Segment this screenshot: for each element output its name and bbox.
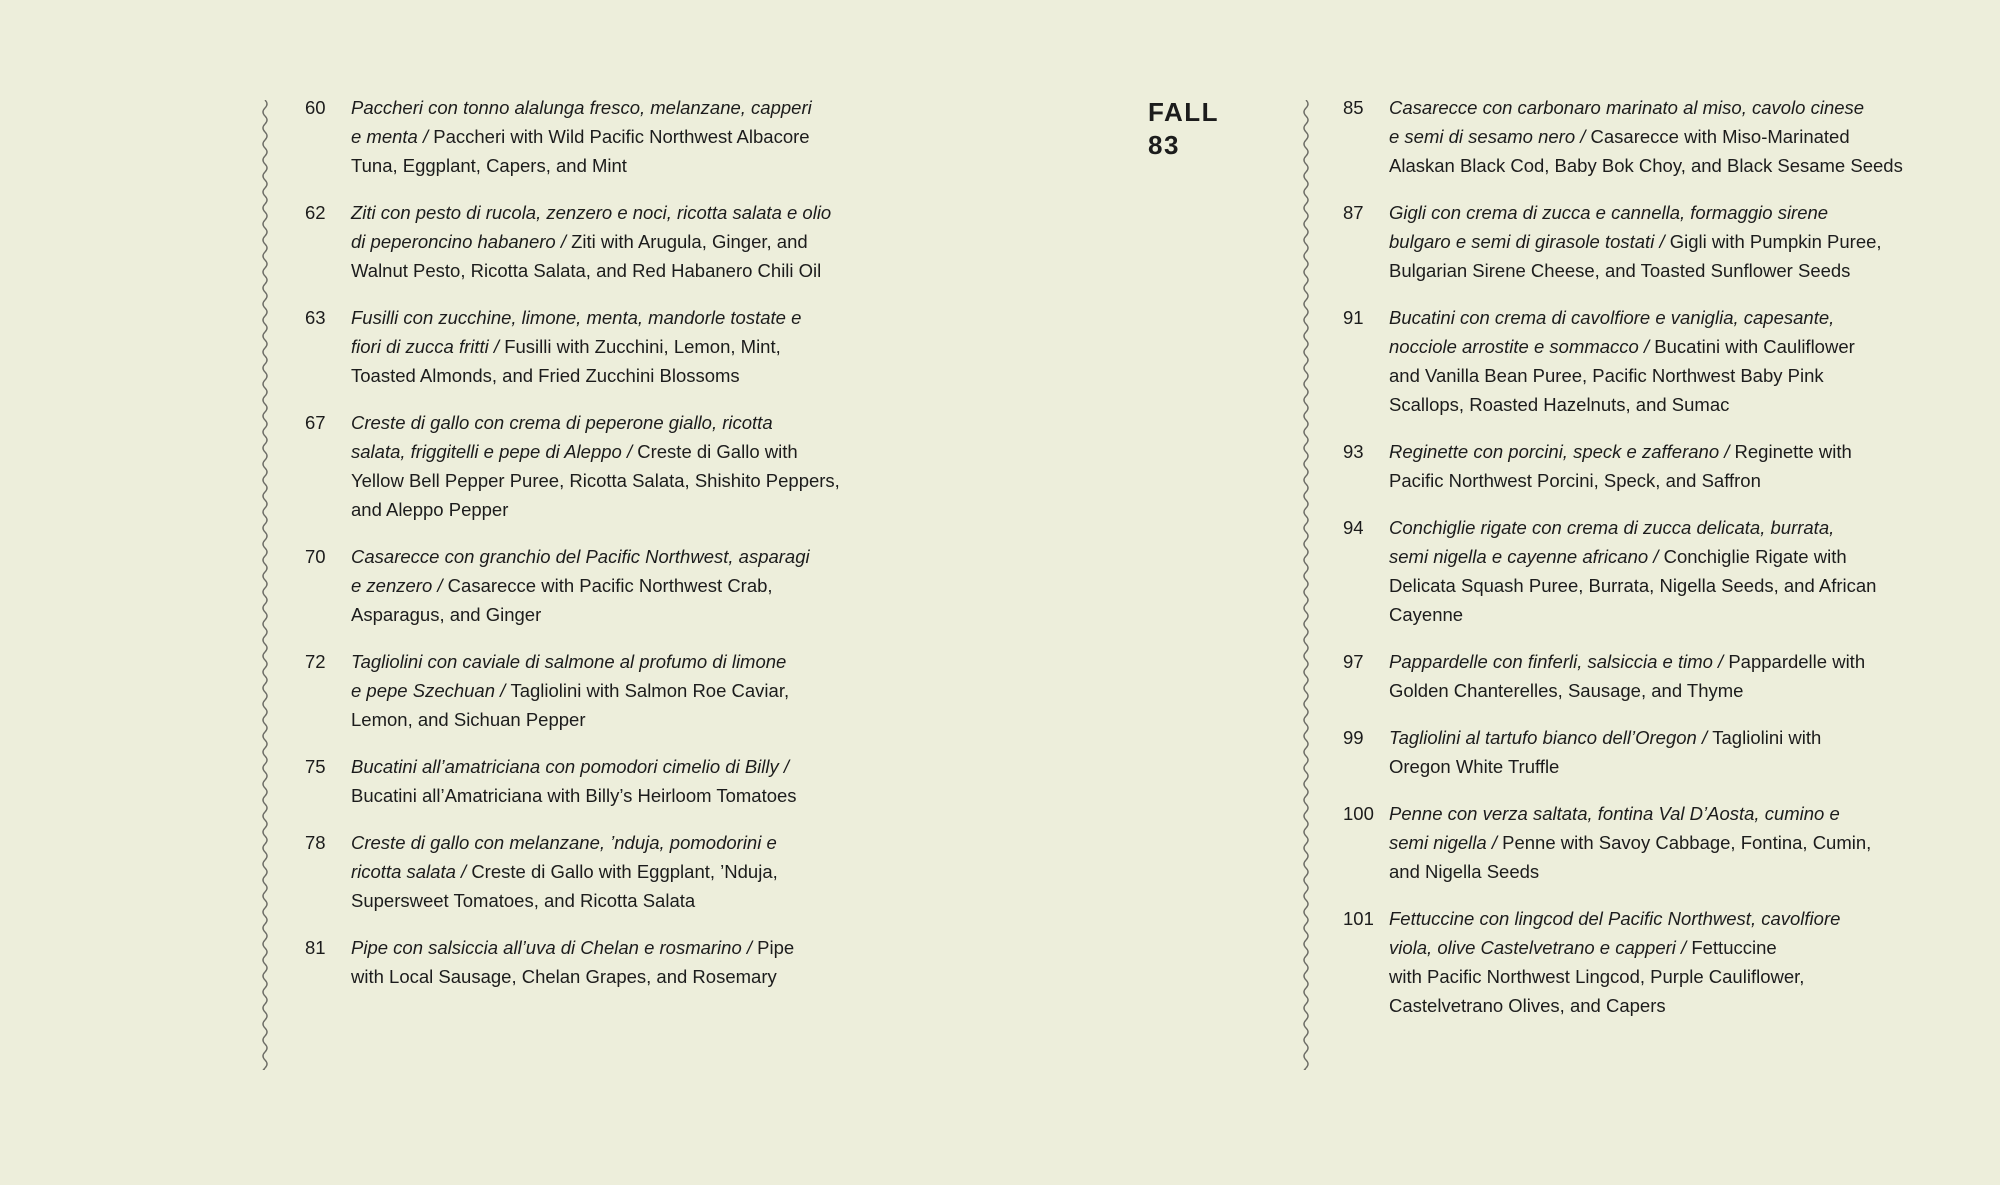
italian-text: Penne con verza saltata, fontina Val D’Aosta, cumino e <box>1389 803 1840 824</box>
description-line <box>351 647 865 676</box>
description-line <box>351 303 865 332</box>
english-text: Golden Chanterelles, Sausage, and Thyme <box>1389 680 1744 701</box>
english-text: Creste di Gallo with Eggplant, ’Nduja, <box>471 861 778 882</box>
menu-item-description <box>351 303 865 390</box>
description-line <box>1389 437 1903 466</box>
description-line <box>1389 600 1903 629</box>
menu-item-description <box>1389 93 1903 180</box>
english-text: and Nigella Seeds <box>1389 861 1540 882</box>
menu-item-description <box>1389 799 1903 886</box>
menu-item <box>305 93 865 180</box>
description-line <box>351 705 865 734</box>
italian-text: e semi di sesamo nero / <box>1389 126 1591 147</box>
italian-text: Tagliolini con caviale di salmone al profumo di limone <box>351 651 787 672</box>
menu-item-description <box>1389 198 1903 285</box>
description-line <box>351 857 865 886</box>
english-text: Bucatini all’Amatriciana with Billy’s Heirloom Tomatoes <box>351 785 797 806</box>
description-line <box>351 828 865 857</box>
left-menu-column <box>305 93 865 1009</box>
english-text: Tuna, Eggplant, Capers, and Mint <box>351 155 627 176</box>
menu-item <box>305 198 865 285</box>
italian-text: e zenzero / <box>351 575 448 596</box>
description-line <box>1389 752 1903 781</box>
menu-item <box>1343 303 1903 419</box>
menu-item-description <box>1389 647 1903 705</box>
italian-text: Ziti con pesto di rucola, zenzero e noci, ricotta salata e olio <box>351 202 832 223</box>
menu-item-number: 87 <box>1343 202 1364 223</box>
english-text: Scallops, Roasted Hazelnuts, and Sumac <box>1389 394 1730 415</box>
menu-item <box>305 647 865 734</box>
right-wavy-divider <box>1300 100 1312 1070</box>
description-line <box>351 408 865 437</box>
page-number: 83 <box>1148 130 1180 160</box>
english-text: and Aleppo Pepper <box>351 499 509 520</box>
english-text: Yellow Bell Pepper Puree, Ricotta Salata, Shishito Peppers, <box>351 470 840 491</box>
italian-text: Fusilli con zucchine, limone, menta, mandorle tostate e <box>351 307 802 328</box>
italian-text: viola, olive Castelvetrano e capperi / <box>1389 937 1692 958</box>
english-text: Asparagus, and Ginger <box>351 604 542 625</box>
italian-text: bulgaro e semi di girasole tostati / <box>1389 231 1670 252</box>
menu-item-number: 63 <box>305 307 326 328</box>
menu-item <box>305 828 865 915</box>
italian-text: Gigli con crema di zucca e cannella, formaggio sirene <box>1389 202 1829 223</box>
left-wavy-divider <box>259 100 271 1070</box>
description-line <box>1389 799 1903 828</box>
description-line <box>351 781 865 810</box>
italian-text: Pipe con salsiccia all’uva di Chelan e rosmarino / <box>351 937 758 958</box>
menu-item-number: 93 <box>1343 441 1364 462</box>
menu-item-number: 91 <box>1343 307 1364 328</box>
english-text: Tagliolini with <box>1712 727 1822 748</box>
english-text: Lemon, and Sichuan Pepper <box>351 709 586 730</box>
english-text: Paccheri with Wild Pacific Northwest Albacore <box>433 126 810 147</box>
menu-item <box>1343 904 1903 1020</box>
description-line <box>351 962 865 991</box>
menu-item-description <box>1389 513 1903 629</box>
english-text: Gigli with Pumpkin Puree, <box>1669 231 1882 252</box>
english-text: Pappardelle with <box>1728 651 1866 672</box>
menu-item-number: 78 <box>305 832 326 853</box>
english-text: Castelvetrano Olives, and Capers <box>1389 995 1666 1016</box>
english-text: Toasted Almonds, and Fried Zucchini Blossoms <box>351 365 740 386</box>
description-line <box>1389 542 1903 571</box>
menu-item-description <box>1389 904 1903 1020</box>
description-line <box>1389 857 1903 886</box>
menu-item <box>1343 198 1903 285</box>
description-line <box>1389 93 1903 122</box>
season-label: FALL <box>1148 97 1219 127</box>
italian-text: Bucatini all’amatriciana con pomodori cimelio di Billy / <box>351 756 790 777</box>
english-text: Penne with Savoy Cabbage, Fontina, Cumin, <box>1502 832 1872 853</box>
description-line <box>351 198 865 227</box>
italian-text: Casarecce con carbonaro marinato al miso, cavolo cinese <box>1389 97 1865 118</box>
english-text: Fettuccine <box>1691 937 1777 958</box>
description-line <box>351 93 865 122</box>
english-text: Delicata Squash Puree, Burrata, Nigella Seeds, and African <box>1389 575 1877 596</box>
english-text: Alaskan Black Cod, Baby Bok Choy, and Black Sesame Seeds <box>1389 155 1903 176</box>
menu-item-number: 67 <box>305 412 326 433</box>
description-line <box>351 437 865 466</box>
menu-item <box>1343 513 1903 629</box>
menu-item <box>305 752 865 810</box>
english-text: Casarecce with Miso-Marinated <box>1590 126 1850 147</box>
description-line <box>351 332 865 361</box>
english-text: Walnut Pesto, Ricotta Salata, and Red Habanero Chili Oil <box>351 260 822 281</box>
menu-item-description <box>351 828 865 915</box>
menu-item <box>1343 647 1903 705</box>
italian-text: semi nigella / <box>1389 832 1503 853</box>
menu-item-description <box>1389 303 1903 419</box>
description-line <box>351 151 865 180</box>
menu-item-number: 100 <box>1343 803 1374 824</box>
english-text: Oregon White Truffle <box>1389 756 1560 777</box>
menu-item <box>1343 799 1903 886</box>
menu-item-number: 101 <box>1343 908 1374 929</box>
menu-item-description <box>351 408 865 524</box>
italian-text: Reginette con porcini, speck e zafferano / <box>1389 441 1735 462</box>
description-line <box>1389 828 1903 857</box>
menu-item-description <box>1389 437 1903 495</box>
english-text: Supersweet Tomatoes, and Ricotta Salata <box>351 890 696 911</box>
description-line <box>1389 904 1903 933</box>
description-line <box>1389 256 1903 285</box>
italian-text: di peperoncino habanero / <box>351 231 572 252</box>
italian-text: Tagliolini al tartufo bianco dell’Oregon / <box>1389 727 1713 748</box>
menu-item <box>1343 93 1903 180</box>
description-line <box>1389 390 1903 419</box>
description-line <box>351 676 865 705</box>
english-text: Casarecce with Pacific Northwest Crab, <box>447 575 773 596</box>
menu-item-number: 85 <box>1343 97 1364 118</box>
menu-item-description <box>351 542 865 629</box>
right-menu-column <box>1343 93 1903 1038</box>
description-line <box>1389 676 1903 705</box>
description-line <box>1389 723 1903 752</box>
menu-item-description <box>351 198 865 285</box>
italian-text: ricotta salata / <box>351 861 472 882</box>
menu-item <box>305 542 865 629</box>
description-line <box>1389 122 1903 151</box>
menu-item <box>305 933 865 991</box>
description-line <box>1389 466 1903 495</box>
italian-text: Pappardelle con finferli, salsiccia e timo / <box>1389 651 1729 672</box>
menu-item-number: 81 <box>305 937 326 958</box>
menu-item-number: 75 <box>305 756 326 777</box>
italian-text: nocciole arrostite e sommacco / <box>1389 336 1655 357</box>
italian-text: Fettuccine con lingcod del Pacific Northwest, cavolfiore <box>1389 908 1841 929</box>
description-line <box>351 256 865 285</box>
menu-item-number: 62 <box>305 202 326 223</box>
english-text: Fusilli with Zucchini, Lemon, Mint, <box>504 336 781 357</box>
italian-text: Paccheri con tonno alalunga fresco, melanzane, capperi <box>351 97 812 118</box>
description-line <box>1389 303 1903 332</box>
english-text: Pipe <box>757 937 795 958</box>
description-line <box>1389 933 1903 962</box>
menu-item-description <box>351 647 865 734</box>
menu-item-number: 97 <box>1343 651 1364 672</box>
description-line <box>351 542 865 571</box>
italian-text: e pepe Szechuan / <box>351 680 511 701</box>
menu-item-description <box>351 933 865 991</box>
italian-text: Casarecce con granchio del Pacific Northwest, asparagi <box>351 546 810 567</box>
menu-item-number: 99 <box>1343 727 1364 748</box>
italian-text: Creste di gallo con crema di peperone giallo, ricotta <box>351 412 773 433</box>
description-line <box>1389 647 1903 676</box>
description-line <box>1389 227 1903 256</box>
italian-text: e menta / <box>351 126 434 147</box>
season-heading <box>1148 96 1219 162</box>
italian-text: Bucatini con crema di cavolfiore e vaniglia, capesante, <box>1389 307 1835 328</box>
menu-item-description <box>1389 723 1903 781</box>
description-line <box>1389 513 1903 542</box>
english-text: Reginette with <box>1734 441 1852 462</box>
description-line <box>351 227 865 256</box>
english-text: with Local Sausage, Chelan Grapes, and Rosemary <box>351 966 777 987</box>
description-line <box>351 571 865 600</box>
description-line <box>351 752 865 781</box>
menu-item <box>305 408 865 524</box>
description-line <box>1389 151 1903 180</box>
italian-text: Creste di gallo con melanzane, ’nduja, pomodorini e <box>351 832 777 853</box>
menu-item-number: 70 <box>305 546 326 567</box>
description-line <box>351 495 865 524</box>
english-text: and Vanilla Bean Puree, Pacific Northwest Baby Pink <box>1389 365 1824 386</box>
description-line <box>1389 962 1903 991</box>
description-line <box>351 600 865 629</box>
english-text: Bucatini with Cauliflower <box>1654 336 1855 357</box>
english-text: with Pacific Northwest Lingcod, Purple Cauliflower, <box>1389 966 1805 987</box>
english-text: Cayenne <box>1389 604 1464 625</box>
italian-text: fiori di zucca fritti / <box>351 336 505 357</box>
english-text: Ziti with Arugula, Ginger, and <box>571 231 808 252</box>
italian-text: Conchiglie rigate con crema di zucca delicata, burrata, <box>1389 517 1835 538</box>
italian-text: semi nigella e cayenne africano / <box>1389 546 1664 567</box>
description-line <box>1389 332 1903 361</box>
description-line <box>351 466 865 495</box>
description-line <box>351 933 865 962</box>
english-text: Tagliolini with Salmon Roe Caviar, <box>510 680 790 701</box>
description-line <box>1389 571 1903 600</box>
description-line <box>1389 198 1903 227</box>
description-line <box>1389 361 1903 390</box>
menu-item <box>1343 437 1903 495</box>
menu-item-description <box>351 752 865 810</box>
menu-item-number: 60 <box>305 97 326 118</box>
description-line <box>351 886 865 915</box>
description-line <box>351 361 865 390</box>
english-text: Bulgarian Sirene Cheese, and Toasted Sunflower Seeds <box>1389 260 1851 281</box>
english-text: Conchiglie Rigate with <box>1663 546 1847 567</box>
menu-item-number: 72 <box>305 651 326 672</box>
menu-item-description <box>351 93 865 180</box>
menu-item-number: 94 <box>1343 517 1364 538</box>
italian-text: salata, friggitelli e pepe di Aleppo / <box>351 441 638 462</box>
description-line <box>1389 991 1903 1020</box>
menu-item <box>305 303 865 390</box>
english-text: Pacific Northwest Porcini, Speck, and Saffron <box>1389 470 1761 491</box>
description-line <box>351 122 865 151</box>
menu-item <box>1343 723 1903 781</box>
english-text: Creste di Gallo with <box>637 441 798 462</box>
